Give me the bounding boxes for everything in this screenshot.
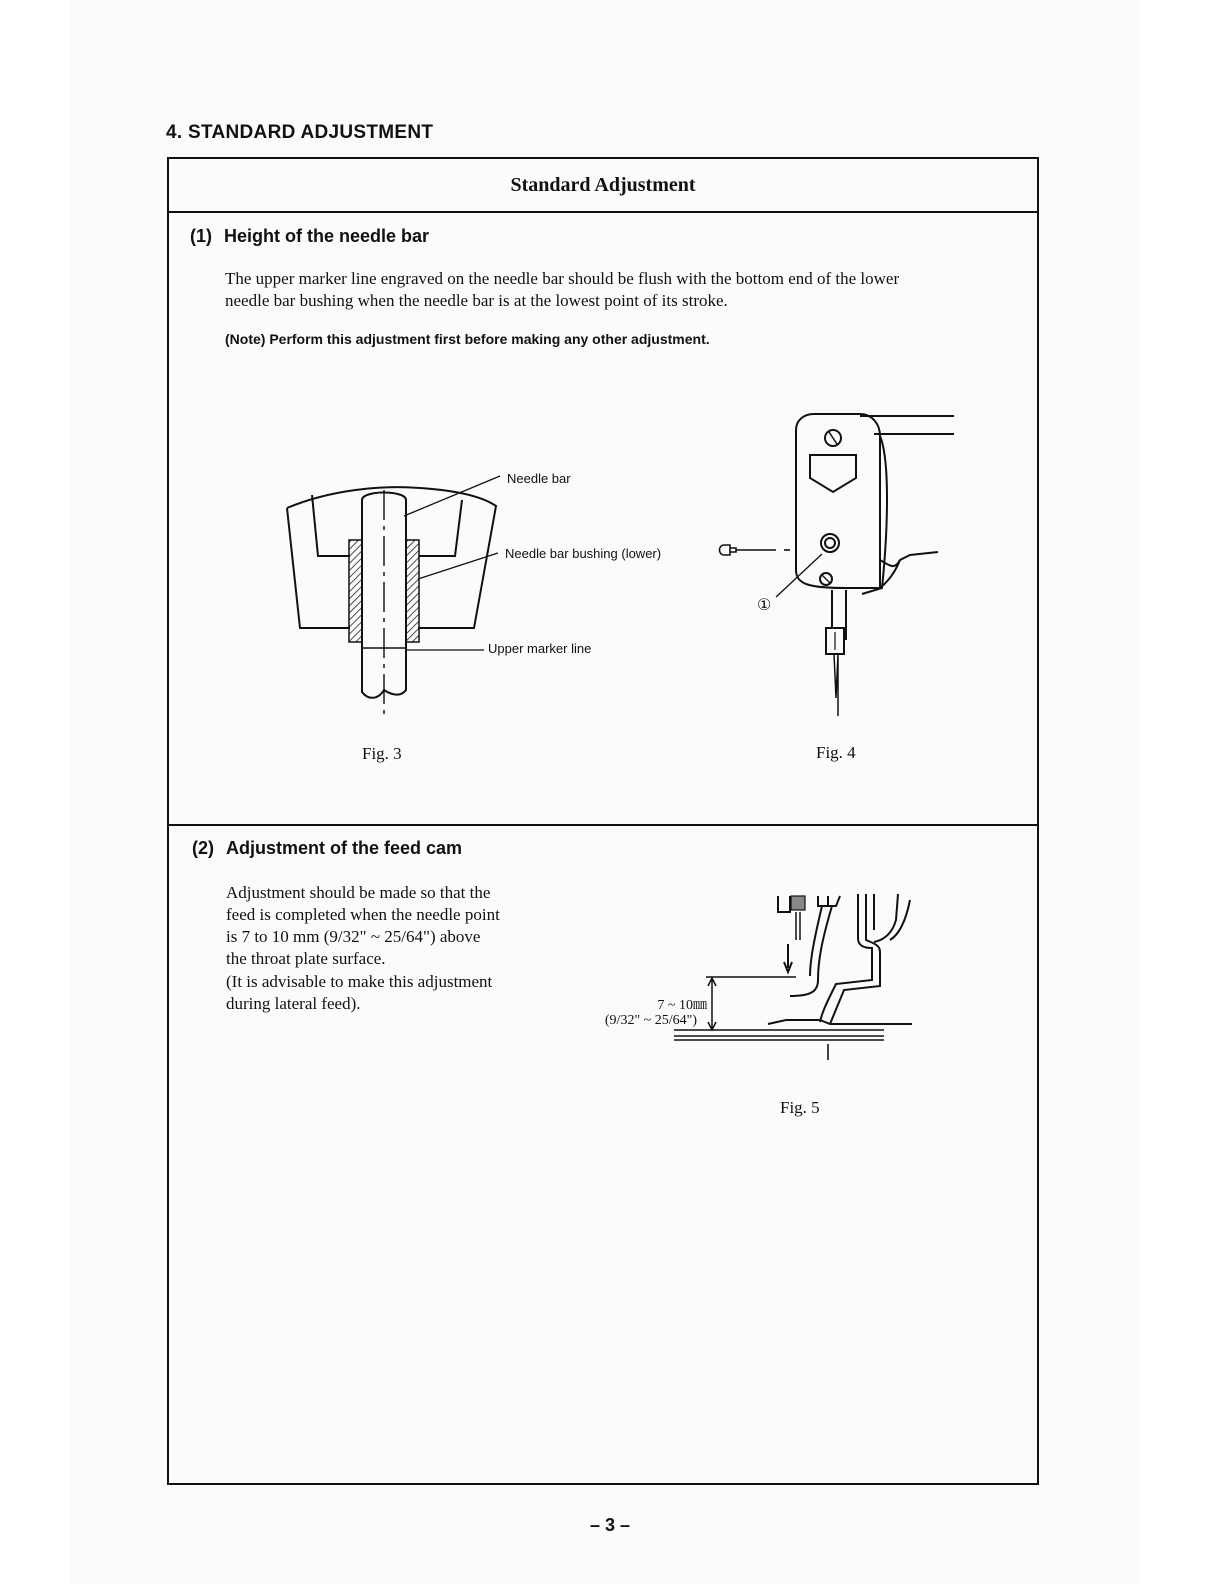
dim-arrow — [708, 978, 716, 1030]
fig5-caption: Fig. 5 — [780, 1098, 820, 1117]
presser-left — [778, 896, 790, 912]
fig3-caption: Fig. 3 — [362, 744, 402, 763]
item1-note: (Note) Perform this adjustment first before making any other adjustment. — [225, 331, 710, 347]
fig4-caption: Fig. 4 — [816, 743, 856, 762]
item2-text-line3: is 7 to 10 mm (9/32" ~ 25/64") above — [226, 927, 481, 946]
item2-text-line4: the throat plate surface. — [226, 949, 386, 968]
feed-arm-right — [874, 894, 910, 942]
fig3-label-needle-bar: Needle bar — [507, 471, 571, 486]
page-number: – 3 – — [589, 1515, 631, 1535]
fig5-drawing — [674, 894, 912, 1060]
fig4-callout: ① — [757, 597, 772, 614]
presser-bar — [818, 896, 840, 906]
needle-arrow — [784, 944, 792, 972]
item2-text-line6: during lateral feed). — [226, 994, 361, 1013]
section-heading: 4. STANDARD ADJUSTMENT — [166, 122, 434, 143]
throat-plate — [768, 1020, 912, 1024]
table-title: Standard Adjustment — [510, 174, 696, 196]
fig3-label-bushing: Needle bar bushing (lower) — [505, 546, 662, 561]
item2-title: Adjustment of the feed cam — [226, 838, 463, 858]
needle-shaft — [796, 912, 800, 940]
needle-clamp-box — [791, 896, 805, 910]
fig5-dim-inch: (9/32" ~ 25/64") — [604, 1013, 697, 1028]
item1-title: Height of the needle bar — [224, 226, 430, 246]
fig3-label-marker: Upper marker line — [488, 641, 592, 656]
item2-text-line2: feed is completed when the needle point — [226, 905, 500, 924]
item1-text-line1: The upper marker line engraved on the needle bar should be flush with the bottom end of the lower — [225, 269, 900, 288]
item1-text-line2: needle bar bushing when the needle bar is at the lowest point of its stroke. — [225, 291, 728, 310]
item2-text-line5: (It is advisable to make this adjustment — [226, 972, 493, 991]
item2-text-line1: Adjustment should be made so that the — [226, 883, 491, 902]
item2-number: (2) — [192, 838, 214, 858]
item1-number: (1) — [190, 226, 212, 246]
fig5-dim-mm: 7 ~ 10㎜ — [657, 998, 707, 1013]
